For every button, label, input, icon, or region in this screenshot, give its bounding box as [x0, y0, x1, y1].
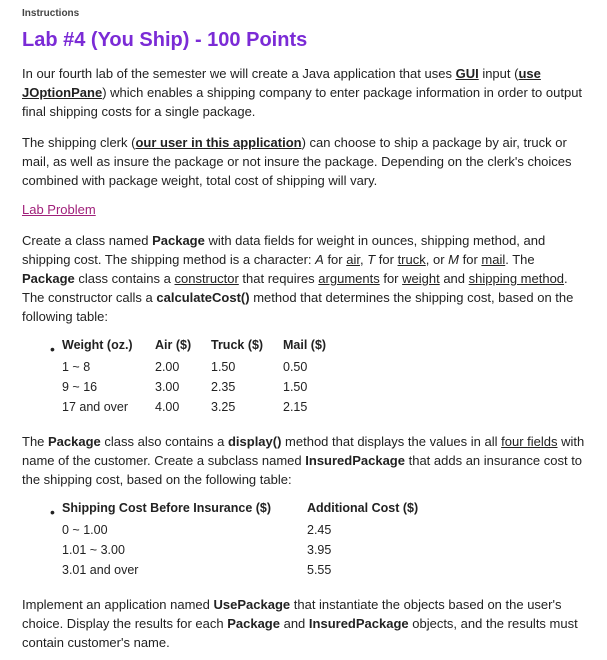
table-row [62, 358, 336, 378]
text-run: Package [152, 233, 205, 248]
text-run: four fields [501, 434, 558, 449]
text-run: weight [402, 271, 440, 286]
text-run: input ( [478, 66, 519, 81]
text-run: for [379, 271, 403, 286]
text-run: ) can choose to ship a package by air, truck or mail, as well as insure the package or not insure the package. Depending on the clerk's choices combined with package weight, total cost of shipping will vary. [22, 135, 572, 188]
text-run: calculateCost() [156, 290, 250, 305]
table-header-cell: Weight (oz.) [62, 338, 133, 352]
table-cell: 2.45 [307, 523, 332, 537]
user-term: our user in this application [135, 135, 302, 150]
gui-term: GUI [455, 66, 479, 81]
text-run: InsuredPackage [308, 616, 409, 631]
text-run: The [22, 434, 49, 449]
table-cell: 17 and over [62, 400, 129, 414]
text-run: method that displays the values in all [281, 434, 502, 449]
table-cell: 3.00 [155, 380, 180, 394]
text-run: . The [505, 252, 535, 267]
text-run: shipping method [468, 271, 565, 286]
text-run: for [458, 252, 482, 267]
table-header-cell: Truck ($) [211, 338, 264, 352]
bullet-icon: • [50, 504, 55, 520]
table-row [62, 398, 336, 418]
text-run: for [323, 252, 347, 267]
text-run: Create a class named [22, 233, 153, 248]
problem-paragraph-3 [22, 595, 585, 652]
table-cell: 2.00 [155, 360, 180, 374]
table-cell: 3.25 [211, 400, 236, 414]
table-row [62, 561, 428, 581]
text-run: arguments [318, 271, 380, 286]
table-header-cell: Air ($) [155, 338, 192, 352]
text-run: with data fields for weight in ounces, shipping method, and shipping cost. The shipping method is a character: [22, 233, 546, 267]
table-cell: 3.01 and over [62, 563, 139, 577]
text-run: Package [227, 616, 280, 631]
table-cell: 2.35 [211, 380, 236, 394]
shipping-cost-table [62, 338, 336, 418]
text-run: constructor [174, 271, 239, 286]
text-run: ) which enables a shipping company to enter package information in order to output final shipping costs for a single package. [22, 85, 583, 119]
table-header-row [62, 501, 428, 521]
table-cell: 9 ~ 16 [62, 380, 98, 394]
table-row [62, 378, 336, 398]
table-cell: 0.50 [283, 360, 308, 374]
text-run: with name of the customer. Create a subclass named [22, 434, 585, 468]
insurance-table [62, 501, 428, 581]
section-label: Instructions [22, 8, 80, 19]
text-run: , or [425, 252, 449, 267]
text-run: A [315, 252, 324, 267]
table-header-cell: Shipping Cost Before Insurance ($) [62, 501, 272, 515]
problem-paragraph-1 [22, 231, 585, 326]
text-run: , [359, 252, 368, 267]
text-run: . The constructor calls a [22, 271, 568, 305]
text-run: Implement an application named [22, 597, 214, 612]
table-cell: 3.95 [307, 543, 332, 557]
intro-paragraph-2 [22, 133, 585, 190]
text-run: and [439, 271, 469, 286]
table-cell: 1.50 [283, 380, 308, 394]
table-row [62, 541, 428, 561]
problem-paragraph-2 [22, 432, 585, 489]
table-cell: 1.01 ~ 3.00 [62, 543, 125, 557]
text-run: display() [227, 434, 282, 449]
table-header-row [62, 338, 336, 358]
intro-paragraph-1 [22, 64, 585, 121]
text-run: that requires [238, 271, 319, 286]
text-run: class also contains a [100, 434, 228, 449]
text-run: that instantiate the objects based on the user's choice. Display the results for each [22, 597, 562, 631]
table-cell: 4.00 [155, 400, 180, 414]
text-run: Package [22, 271, 75, 286]
table-cell: 0 ~ 1.00 [62, 523, 108, 537]
table-row [62, 521, 428, 541]
table-cell: 1.50 [211, 360, 236, 374]
text-run: class contains a [74, 271, 175, 286]
table-cell: 1 ~ 8 [62, 360, 91, 374]
shipping-cost-table-wrap [50, 338, 585, 418]
text-run: M [448, 252, 459, 267]
text-run: Package [48, 434, 101, 449]
table-header-cell: Mail ($) [283, 338, 327, 352]
table-cell: 5.55 [307, 563, 332, 577]
text-run: that adds an insurance cost to the shipping cost, based on the following table: [22, 453, 583, 487]
text-run: for [375, 252, 398, 267]
table-cell: 2.15 [283, 400, 308, 414]
text-run: The shipping clerk ( [22, 135, 136, 150]
joptionpane-term: use JOptionPane [22, 66, 541, 100]
text-run: method that determines the shipping cost, based on the following table: [22, 290, 574, 324]
text-run: UsePackage [213, 597, 291, 612]
text-run: InsuredPackage [305, 453, 405, 468]
page-title: Lab #4 (You Ship) - 100 Points [22, 29, 308, 51]
text-run: In our fourth lab of the semester we will create a Java application that uses [22, 66, 456, 81]
text-run: mail [481, 252, 506, 267]
insurance-table-wrap [50, 501, 585, 581]
text-run: objects, and the results must contain customer's name. [22, 616, 578, 650]
table-header-cell: Additional Cost ($) [307, 501, 419, 515]
lab-problem-link[interactable]: Lab Problem [22, 202, 96, 217]
text-run: and [279, 616, 309, 631]
text-run: T [367, 252, 376, 267]
text-run: truck [397, 252, 426, 267]
bullet-icon: • [50, 341, 55, 357]
text-run: air [346, 252, 360, 267]
